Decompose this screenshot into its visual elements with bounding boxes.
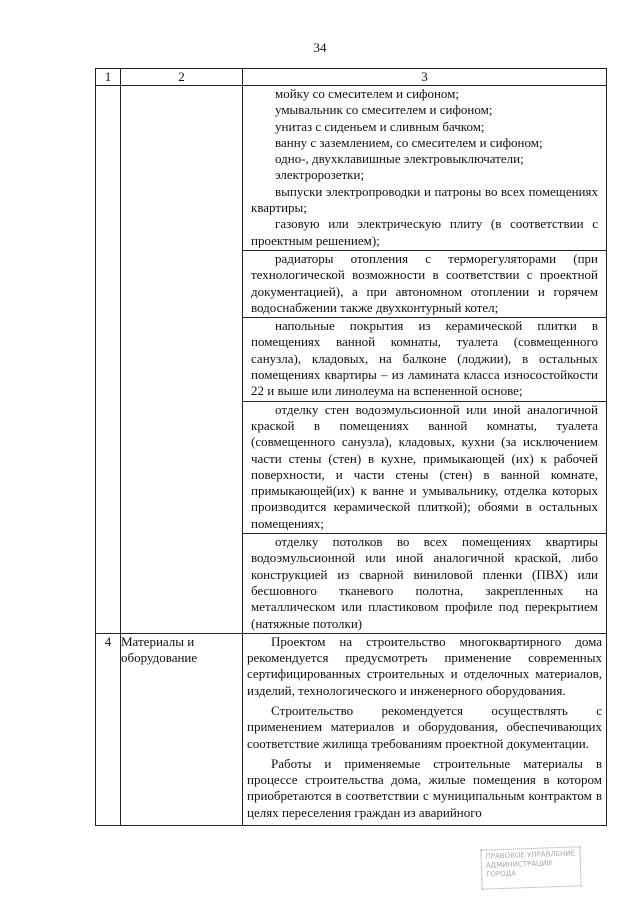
row-content-cell	[243, 86, 607, 634]
list-item: электророзетки;	[275, 167, 365, 183]
list-item: выпуски электропроводки и патроны во всех помещениях квартиры;	[251, 183, 598, 216]
table-header-row	[96, 69, 607, 86]
row-label: Материалы и оборудование	[121, 633, 243, 825]
paragraph: Проектом на строительство многоквартирного дома рекомендуется предусмотреть применение современных сертифицированных строительных и отделочных материалов, изделий, технологического и инженерного оборудования.	[247, 633, 602, 698]
list-item: ванну с заземлением, со смесителем и сифоном;	[275, 134, 543, 150]
page-number: 34	[313, 40, 327, 55]
list-item: отделку потолков во всех помещениях квартиры водоэмульсионной или иной аналогичной краской, либо конструкцией из сварной виниловой пленки (ПВХ) или бесшовного тканевого полотна, закрепленных на металлическом или пластиковом профиле под перекрытием (натяжные потолки)	[251, 534, 598, 631]
list-item: радиаторы отопления с терморегуляторами (при технологической возможности в соответствии с проектной документацией), а при автономном отоплении и горячем водоснабжении также двухконтурный котел;	[251, 250, 598, 315]
list-item: отделку стен водоэмульсионной или иной аналогичной краской в помещениях ванной комнаты, туалета (совмещенного санузла), кладовых, кухни (за исключением части стены (стен) в кухне, примыкающей (их) к рабочей поверхности, и части стены (стен) в ванной комнате, примыкающей(их) к ванне и умывальнику, отделка которых производится керамической плиткой); обоями в остальных помещениях;	[251, 401, 598, 531]
list-item: одно-, двухклавишные электровыключатели;	[275, 151, 524, 167]
column-header-3: 3	[243, 69, 607, 86]
column-header-1: 1	[96, 69, 121, 86]
list-item-group	[242, 86, 607, 251]
row-content-cell	[243, 633, 607, 825]
list-item: газовую или электрическую плиту (в соответствии с проектным решением);	[251, 216, 598, 248]
list-item: напольные покрытия из керамической плитки в помещениях ванной комнаты, туалета (совмещенного санузла), кладовых, на балконе (лоджии), в остальных помещениях квартиры – из ламината класса износостойкости 22 и выше или линолеума на вспененной основе;	[251, 318, 598, 399]
requirements-table	[95, 68, 607, 826]
paragraph: Работы и применяемые строительные материалы в процессе строительства дома, жилые помещения в котором приобретаются в соответствии с муниципальным контрактом в целях переселения граждан из аварийного	[247, 755, 602, 820]
row-label-cell	[121, 86, 243, 634]
list-item-group	[242, 251, 607, 318]
table-row	[96, 633, 607, 825]
column-header-2: 2	[121, 69, 243, 86]
row-number: 4	[96, 633, 121, 825]
list-item-group	[242, 402, 607, 534]
table-row	[96, 86, 607, 634]
list-item-group	[242, 318, 607, 401]
list-item: умывальник со смесителем и сифоном;	[275, 102, 493, 118]
list-item-group	[242, 534, 607, 633]
list-item: мойку со смесителем и сифоном;	[275, 86, 459, 101]
list-item: унитаз с сиденьем и сливным бачком;	[275, 118, 485, 134]
row-number-cell	[96, 86, 121, 634]
official-stamp: ПРАВОВОЕ УПРАВЛЕНИЕ АДМИНИСТРАЦИИ ГОРОДА	[480, 846, 581, 889]
paragraph: Строительство рекомендуется осуществлять с применением материалов и оборудования, обеспечивающих соответствие жилища требованиям проектной документации.	[247, 702, 602, 751]
